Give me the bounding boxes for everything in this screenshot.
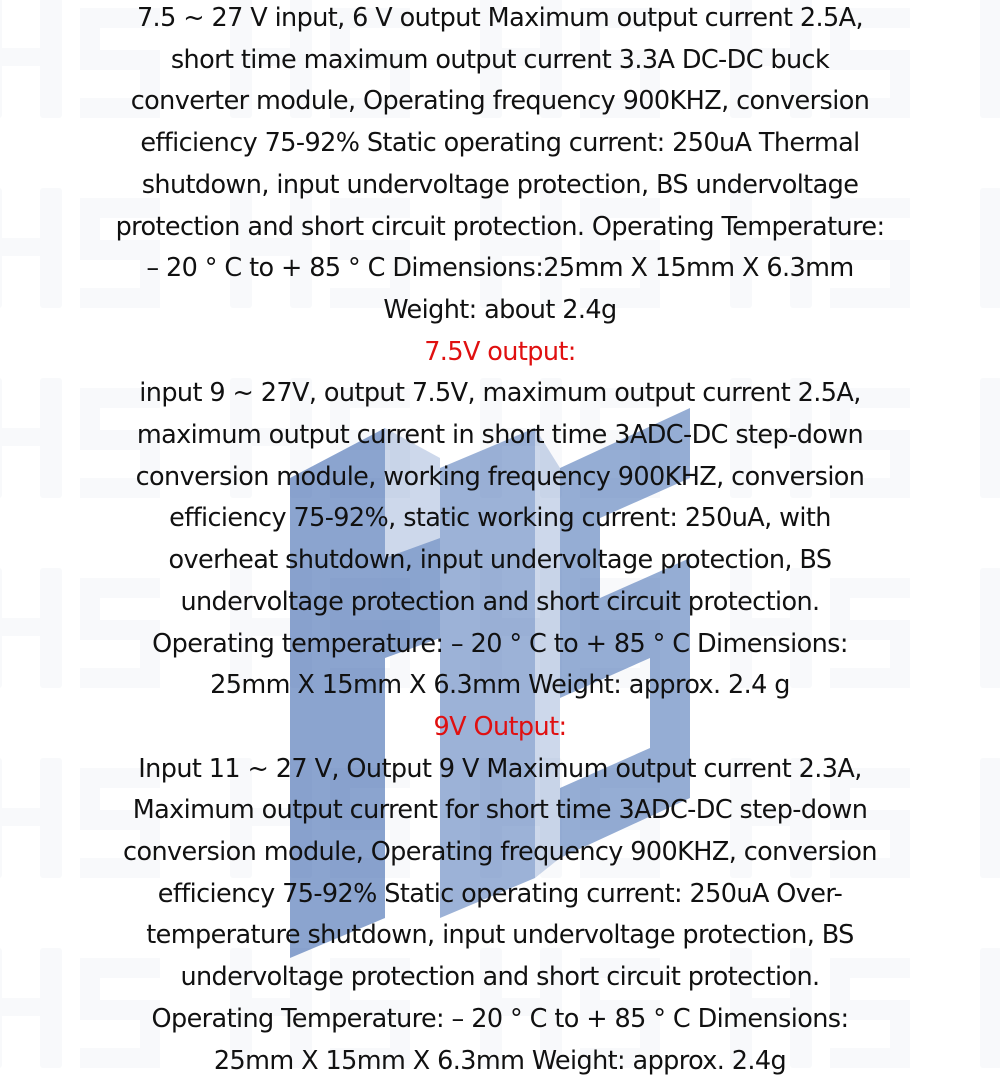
section-7-5v (0, 332, 1000, 707)
text-line: conversion module, Operating frequency 900KHZ, conversion (123, 837, 877, 868)
text-line: short time maximum output current 3.3A DC-DC buck (170, 44, 830, 75)
text-line: efficiency 75-92% Static operating current: 250uA Over- (157, 878, 843, 909)
text-line: overheat shutdown, input undervoltage protection, BS (168, 545, 832, 576)
text-line: 25mm X 15mm X 6.3mm Weight: approx. 2.4 g (210, 670, 790, 701)
section-9v (0, 707, 1000, 1082)
text-line: conversion module, working frequency 900KHZ, conversion (135, 461, 865, 492)
text-line: Input 11 ~ 27 V, Output 9 V Maximum output current 2.3A, (138, 753, 862, 784)
text-line: Maximum output current for short time 3ADC-DC step-down (132, 795, 868, 826)
text-line: 7.5 ~ 27 V input, 6 V output Maximum output current 2.5A, (136, 3, 864, 33)
section-heading: 7.5V output: (424, 336, 576, 367)
text-line: converter module, Operating frequency 900KHZ, conversion (130, 86, 870, 117)
text-line: undervoltage protection and short circuit protection. (180, 962, 820, 993)
text-line: – 20 ° C to + 85 ° C Dimensions:25mm X 15mm X 6.3mm (146, 253, 854, 284)
text-line: maximum output current in short time 3ADC-DC step-down (136, 420, 864, 451)
text-line: efficiency 75-92%, static working current: 250uA, with (169, 503, 831, 534)
text-line: temperature shutdown, input undervoltage protection, BS (146, 920, 854, 951)
text-line: undervoltage protection and short circuit protection. (180, 586, 820, 617)
text-line: 25mm X 15mm X 6.3mm Weight: approx. 2.4g (213, 1045, 787, 1076)
section-6v (0, 0, 1000, 332)
text-line: Weight: about 2.4g (383, 294, 617, 325)
section-heading: 9V Output: (433, 711, 567, 742)
text-line: efficiency 75-92% Static operating current: 250uA Thermal (140, 128, 860, 159)
text-line: input 9 ~ 27V, output 7.5V, maximum output current 2.5A, (139, 378, 861, 409)
text-line: Operating temperature: – 20 ° C to + 85 ° C Dimensions: (152, 628, 848, 659)
text-line: shutdown, input undervoltage protection, BS undervoltage (141, 169, 859, 200)
text-line: protection and short circuit protection. Operating Temperature: (115, 211, 885, 242)
text-line: Operating Temperature: – 20 ° C to + 85 ° C Dimensions: (151, 1003, 849, 1034)
